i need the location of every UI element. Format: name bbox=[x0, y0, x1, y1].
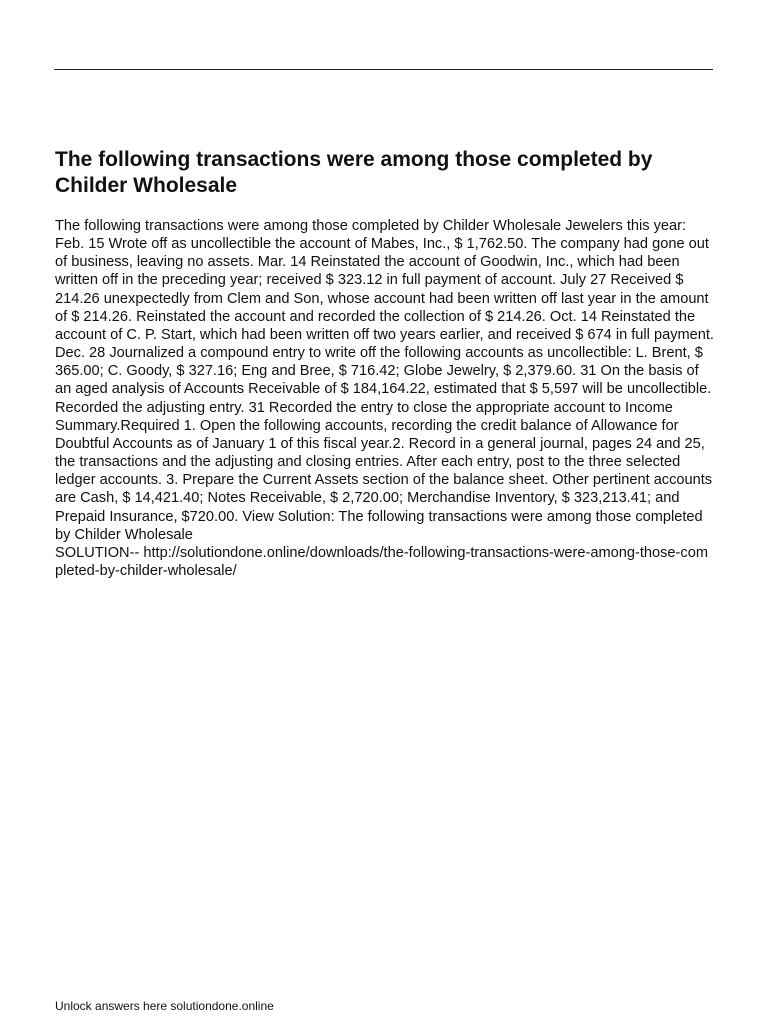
header-divider bbox=[54, 69, 713, 70]
solution-link[interactable]: SOLUTION-- http://solutiondone.online/downloads/the-following-transactions-were-among-those-completed-by-childer-wholesale/ bbox=[55, 544, 708, 579]
page-title: The following transactions were among those completed by Childer Wholesale bbox=[55, 148, 653, 197]
body-paragraph: The following transactions were among those completed by Childer Wholesale Jewelers this year: Feb. 15 Wrote off as uncollectible the account of Mabes, Inc., $ 1,762.50. The company had gone out of business, leaving no assets. Mar. 14 Reinstated the account of Goodwin, Inc., which had been written off in the preceding year; received $ 323.12 in full payment of account. July 27 Received $ 214.26 unexpectedly from Clem and Son, whose account had been written off last year in the amount of $ 214.26. Reinstated the account and recorded the collection of $ 214.26. Oct. 14 Reinstated the account of C. P. Start, which had been written off two years earlier, and received $ 674 in full payment. Dec. 28 Journalized a compound entry to write off the following accounts as uncollectible: L. Brent, $ 365.00; C. Goody, $ 327.16; Eng and Bree, $ 716.42; Globe Jewelry, $ 2,379.60. 31 On the basis of an aged analysis of Accounts Receivable of $ 184,164.22, estimated that $ 5,597 will be uncollectible. Recorded the adjusting entry. 31 Recorded the entry to close the appropriate account to Income Summary.Required 1. Open the following accounts, recording the credit balance of Allowance for Doubtful Accounts as of January 1 of this fiscal year.2. Record in a general journal, pages 24 and 25, the transactions and the adjusting and closing entries. After each entry, post to the three selected ledger accounts. 3. Prepare the Current Assets section of the balance sheet. Other pertinent accounts are Cash, $ 14,421.40; Notes Receivable, $ 2,720.00; Merchandise Inventory, $ 323,213.41; and Prepaid Insurance, $720.00. View Solution: The following transactions were among those completed by Childer Wholesale bbox=[55, 218, 714, 543]
footer-note: Unlock answers here solutiondone.online bbox=[55, 999, 274, 1013]
document-body bbox=[55, 217, 715, 580]
